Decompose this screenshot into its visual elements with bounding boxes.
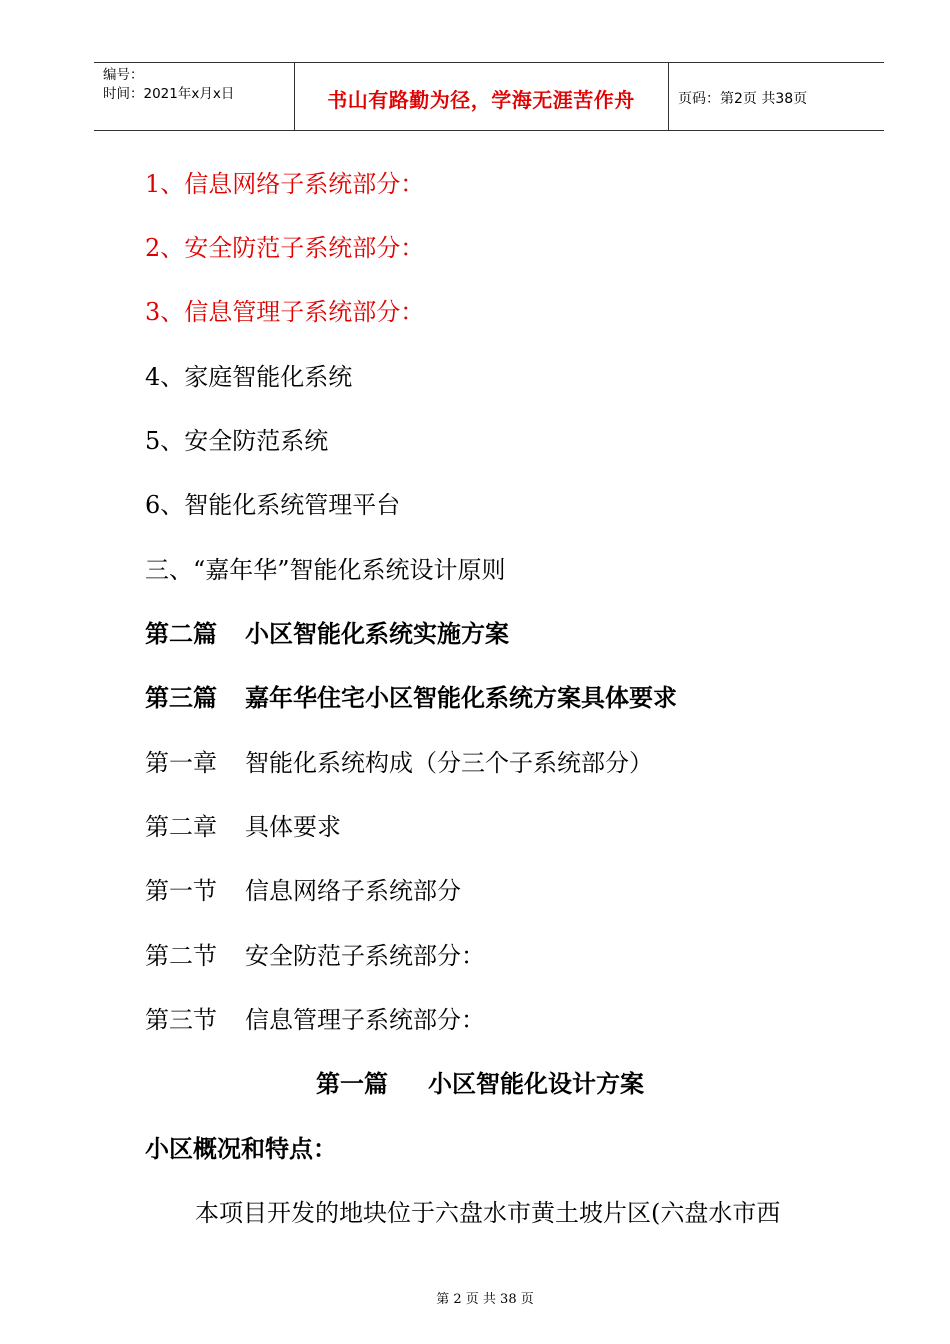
toc-item: 3、信息管理子系统部分： xyxy=(145,298,425,326)
toc-label: 第一节 xyxy=(145,877,217,905)
section-heading: 小区概况和特点： xyxy=(145,1135,337,1163)
toc-item: 2、安全防范子系统部分： xyxy=(145,234,425,262)
header-top-rule xyxy=(94,62,884,63)
header-meta xyxy=(103,66,234,104)
header-divider xyxy=(668,62,669,130)
toc-title: 安全防范子系统部分： xyxy=(245,942,485,970)
toc-part xyxy=(145,682,677,714)
toc-item: 4、家庭智能化系统 xyxy=(145,363,353,391)
toc-chapter xyxy=(145,747,653,779)
toc-title: 信息网络子系统部分 xyxy=(245,877,461,905)
toc-label: 第二篇 xyxy=(145,620,217,648)
part-heading xyxy=(0,1068,950,1100)
document-date: 时间：2021年x月x日 xyxy=(103,86,235,102)
toc-section xyxy=(145,940,485,972)
header-page-info: 页码：第2页 共38页 xyxy=(678,91,808,107)
toc-item: 三、“嘉年华”智能化系统设计原则 xyxy=(145,556,506,584)
toc-title: 小区智能化系统实施方案 xyxy=(245,620,509,648)
toc-item: 6、智能化系统管理平台 xyxy=(145,491,401,519)
toc-section xyxy=(145,875,461,907)
toc-title: 信息管理子系统部分： xyxy=(245,1006,485,1034)
toc-label: 第二章 xyxy=(145,813,217,841)
toc-label: 第一章 xyxy=(145,749,217,777)
document-number: 编号： xyxy=(103,67,144,83)
page-footer: 第 2 页 共 38 页 xyxy=(436,1292,534,1307)
toc-title: 具体要求 xyxy=(245,813,341,841)
toc-label: 第三节 xyxy=(145,1006,217,1034)
toc-part xyxy=(145,618,509,650)
part-title: 小区智能化设计方案 xyxy=(428,1070,644,1098)
header-motto: 书山有路勤为径，学海无涯苦作舟 xyxy=(327,88,635,112)
toc-item: 1、信息网络子系统部分： xyxy=(145,170,425,198)
toc-label: 第二节 xyxy=(145,942,217,970)
header-bottom-rule xyxy=(94,130,884,131)
toc-chapter xyxy=(145,811,341,843)
toc-title: 嘉年华住宅小区智能化系统方案具体要求 xyxy=(245,684,677,712)
toc-title: 智能化系统构成（分三个子系统部分） xyxy=(245,749,653,777)
toc-label: 第三篇 xyxy=(145,684,217,712)
part-label: 第一篇 xyxy=(316,1070,388,1098)
toc-section xyxy=(145,1004,485,1036)
toc-item: 5、安全防范系统 xyxy=(145,427,329,455)
body-paragraph: 本项目开发的地块位于六盘水市黄土坡片区(六盘水市西 xyxy=(195,1199,781,1227)
